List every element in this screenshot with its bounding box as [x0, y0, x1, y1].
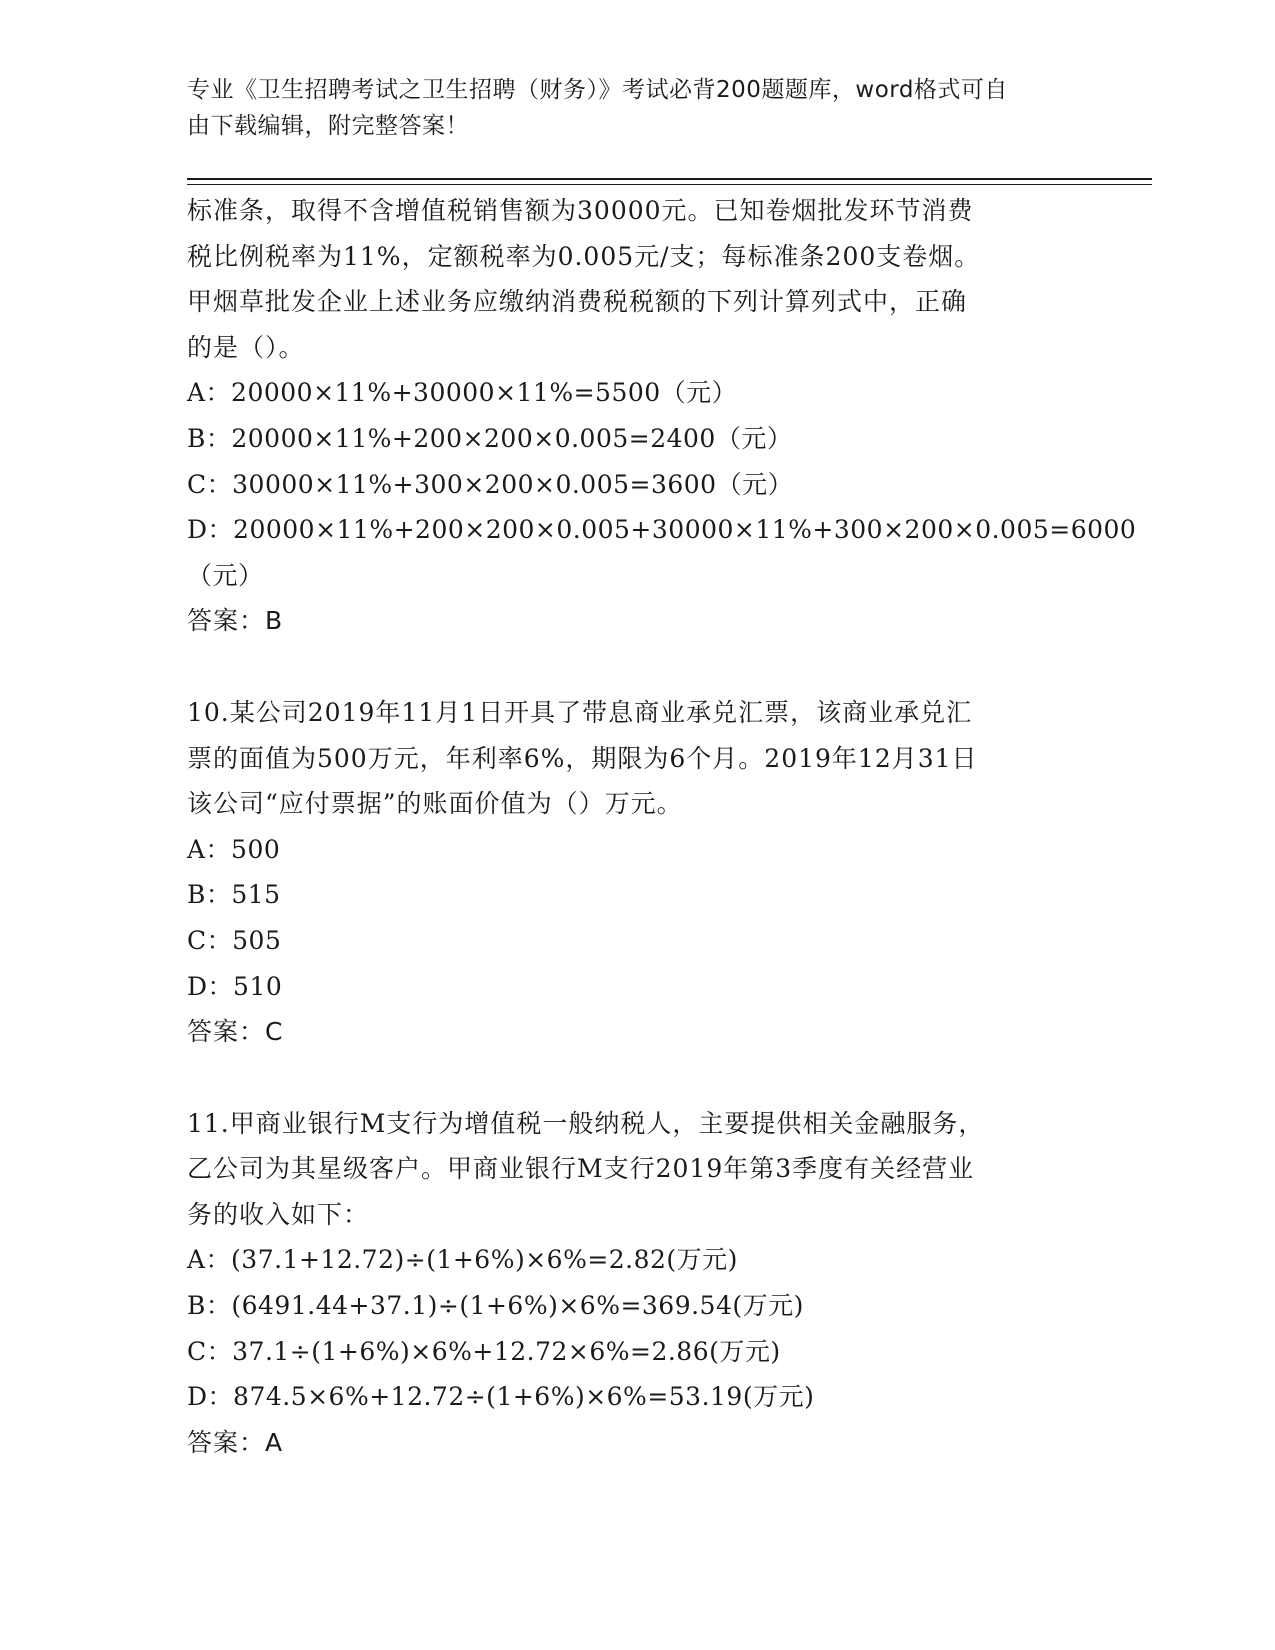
question-spacer [187, 644, 1087, 690]
option-c: C：505 [187, 925, 282, 955]
option-b: B：(6491.44+37.1)÷(1+6%)×6%=369.54(万元) [187, 1291, 804, 1321]
option-d: D：20000×11%+200×200×0.005+30000×11%+300×200×0.005=6000 [187, 515, 1137, 545]
header-title-line-1: 专业《卫生招聘考试之卫生招聘（财务）》考试必背200题题库，word格式可自 [187, 77, 1008, 103]
answer-label: 答案：A [187, 1427, 284, 1457]
header-title-line-2: 由下载编辑，附完整答案！ [187, 113, 469, 139]
option-d: D：874.5×6%+12.72÷(1+6%)×6%=53.19(万元) [187, 1382, 815, 1412]
header-divider-thick [187, 178, 1152, 180]
question-11 [187, 1101, 1087, 1466]
question-10 [187, 690, 1087, 1055]
question-stem-line: 标准条，取得不含增值税销售额为30000元。已知卷烟批发环节消费 [187, 196, 974, 225]
question-stem-line: 10.某公司2019年11月1日开具了带息商业承兑汇票，该商业承兑汇 [187, 697, 973, 727]
document-body [187, 188, 1137, 1465]
answer-label: 答案：C [187, 1017, 284, 1047]
option-c: C：30000×11%+300×200×0.005=3600（元） [187, 469, 794, 499]
question-stem-line: 乙公司为其星级客户。甲商业银行M支行2019年第3季度有关经营业 [187, 1154, 975, 1184]
option-d: D：510 [187, 971, 283, 1001]
option-a: A：20000×11%+30000×11%=5500（元） [187, 378, 738, 408]
header-divider-thin [187, 184, 1152, 185]
question-stem-line: 该公司“应付票据”的账面价值为（）万元。 [187, 789, 683, 819]
question-stem-line: 务的收入如下： [187, 1199, 370, 1229]
answer-label: 答案：B [187, 606, 284, 636]
question-stem-line: 甲烟草批发企业上述业务应缴纳消费税税额的下列计算列式中，正确 [187, 287, 968, 317]
question-stem-line: 的是（）。 [187, 332, 305, 362]
option-b: B：20000×11%+200×200×0.005=2400（元） [187, 423, 793, 453]
question-stem-line: 11.甲商业银行M支行为增值税一般纳税人，主要提供相关金融服务， [187, 1108, 985, 1138]
option-c: C：37.1÷(1+6%)×6%+12.72×6%=2.86(万元) [187, 1336, 781, 1366]
document-header [187, 72, 1067, 144]
option-d-continued: （元） [187, 560, 264, 590]
question-spacer [187, 1055, 1087, 1101]
question-stem-line: 票的面值为500万元，年利率6%，期限为6个月。2019年12月31日 [187, 743, 978, 773]
question-stem-line: 税比例税率为11%，定额税率为0.005元/支；每标准条200支卷烟。 [187, 241, 981, 271]
option-b: B：515 [187, 880, 281, 910]
option-a: A：(37.1+12.72)÷(1+6%)×6%=2.82(万元) [187, 1245, 738, 1275]
question-9 [187, 188, 1137, 644]
option-a: A：500 [187, 834, 281, 864]
